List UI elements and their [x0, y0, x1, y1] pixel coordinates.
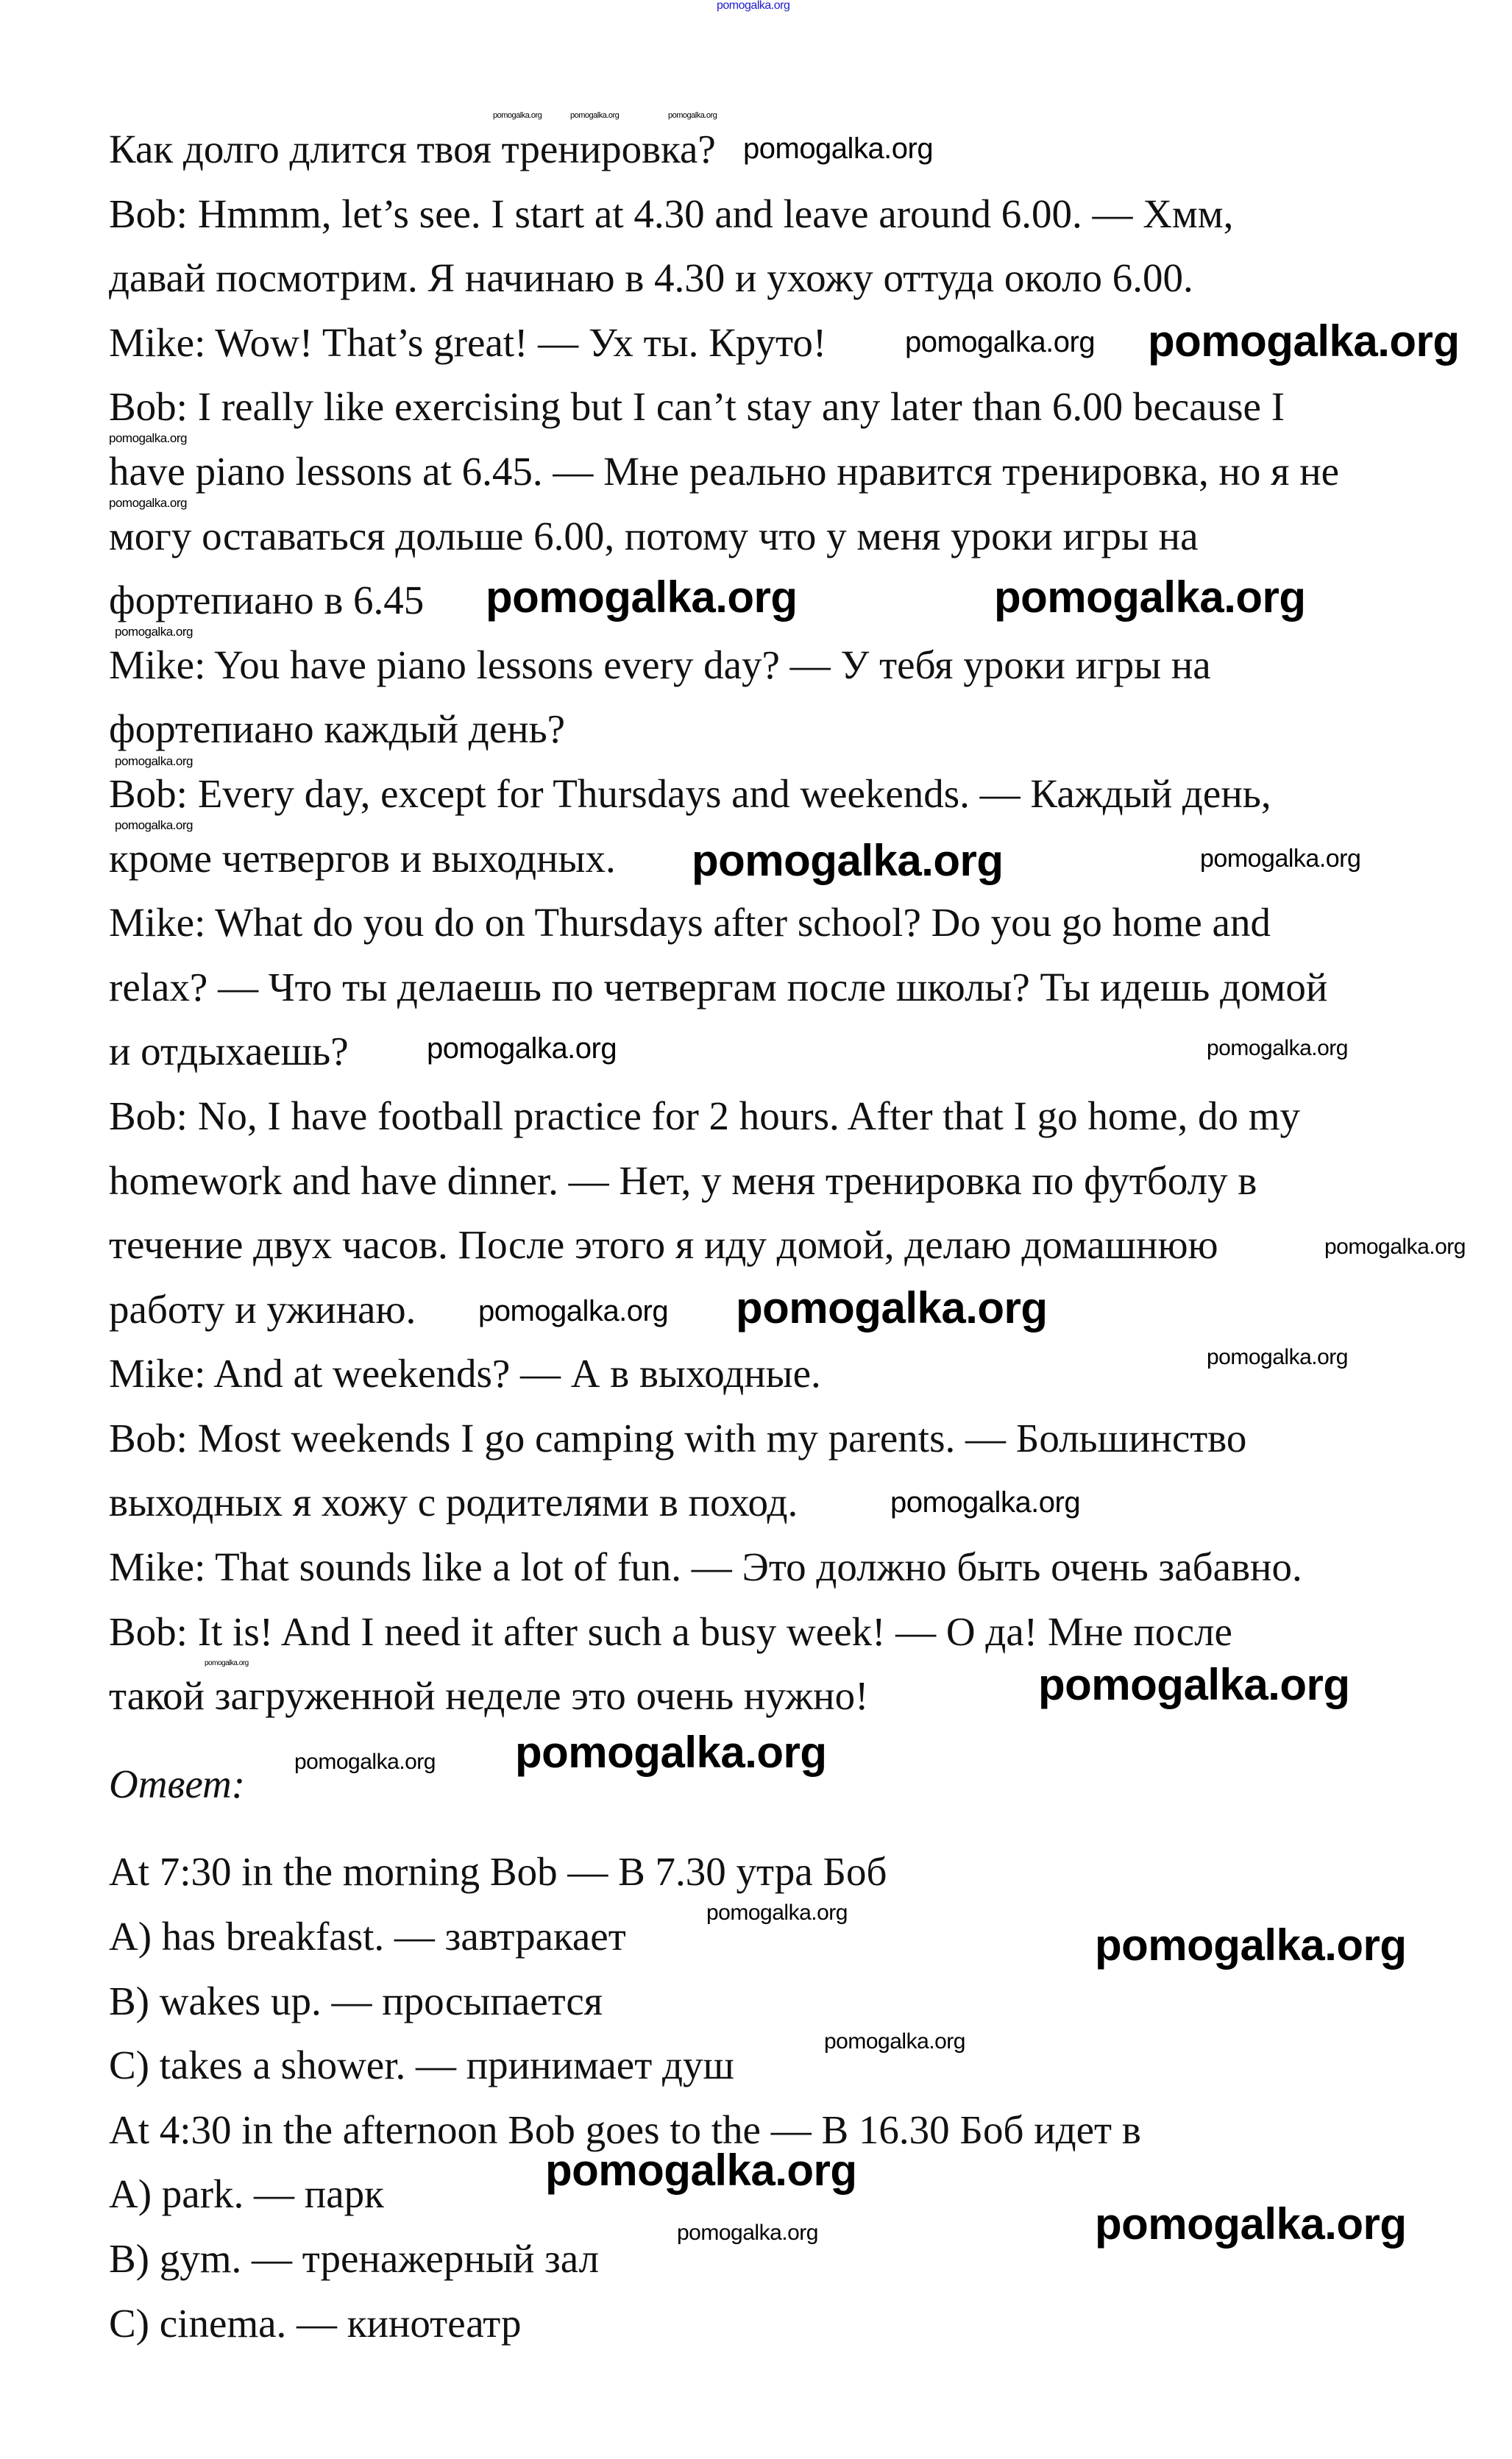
text-line: Bob: No, I have football practice for 2 hours. After that I go home, do my	[109, 1093, 1301, 1138]
watermark: pomogalka.org	[109, 431, 187, 445]
option-line: A) has breakfast. — завтракает	[109, 1914, 626, 1959]
text-line: кроме четвергов и выходных.	[109, 835, 616, 881]
text-line: такой загруженной неделе это очень нужно!	[109, 1673, 869, 1719]
watermark: pomogalka.org	[1200, 845, 1361, 873]
option-line: B) wakes up. — просыпается	[109, 1978, 603, 2023]
text-line: выходных я хожу с родителями в поход.	[109, 1480, 798, 1525]
text-line: фортепиано в 6.45	[109, 578, 425, 623]
watermark: pomogalka.org	[115, 625, 193, 639]
option-line: A) park. — парк	[109, 2171, 384, 2217]
watermark: pomogalka.org	[493, 111, 542, 120]
watermark: pomogalka.org	[1095, 1920, 1407, 1970]
text-line: течение двух часов. После этого я иду домой, делаю домашнюю	[109, 1222, 1218, 1268]
watermark: pomogalka.org	[1324, 1235, 1466, 1259]
text-line: Mike: You have piano lessons every day? — У тебя уроки игры на	[109, 642, 1211, 687]
watermark: pomogalka.org	[545, 2146, 857, 2195]
watermark: pomogalka.org	[905, 326, 1096, 358]
watermark: pomogalka.org	[994, 572, 1306, 622]
option-line: C) takes a shower. — принимает душ	[109, 2043, 734, 2088]
watermark: pomogalka.org	[1207, 1345, 1348, 1369]
text-line: могу оставаться дольше 6.00, потому что у меня уроки игры на	[109, 513, 1199, 558]
document-body	[109, 117, 1477, 2355]
text-line: давай посмотрим. Я начинаю в 4.30 и ухожу оттуда около 6.00.	[109, 255, 1193, 301]
watermark: pomogalka.org	[205, 1659, 249, 1667]
watermark: pomogalka.org	[294, 1750, 436, 1774]
watermark: pomogalka.org	[1095, 2199, 1407, 2249]
watermark: pomogalka.org	[486, 572, 798, 622]
text-line: Bob: I really like exercising but I can’t stay any later than 6.00 because I	[109, 384, 1285, 430]
watermark: pomogalka.org	[736, 1283, 1048, 1333]
watermark: pomogalka.org	[668, 111, 717, 120]
watermark: pomogalka.org	[1207, 1036, 1348, 1060]
text-line: homework and have dinner. — Нет, у меня тренировка по футболу в	[109, 1157, 1257, 1203]
text-line: Как долго длится твоя тренировка?	[109, 127, 716, 171]
watermark: pomogalka.org	[515, 1728, 827, 1777]
watermark: pomogalka.org	[478, 1295, 669, 1327]
watermark: pomogalka.org	[427, 1032, 617, 1065]
text-line: работу и ужинаю.	[109, 1286, 416, 1332]
text-line: Mike: And at weekends? — А в выходные.	[109, 1351, 821, 1397]
text-line: Mike: That sounds like a lot of fun. — Это должно быть очень забавно.	[109, 1544, 1302, 1590]
text-line: Mike: What do you do on Thursdays after school? Do you go home and	[109, 900, 1271, 945]
watermark: pomogalka.org	[890, 1486, 1081, 1519]
watermark: pomogalka.org	[706, 1901, 848, 1925]
watermark: pomogalka.org	[1038, 1660, 1350, 1709]
watermark-header: pomogalka.org	[717, 0, 790, 12]
watermark: pomogalka.org	[109, 496, 187, 510]
watermark: pomogalka.org	[743, 132, 934, 165]
text-line: Bob: It is! And I need it after such a busy week! — О да! Мне после	[109, 1608, 1232, 1654]
question-line: At 7:30 in the morning Bob — В 7.30 утра Боб	[109, 1849, 887, 1895]
watermark: pomogalka.org	[677, 2221, 818, 2245]
text-line: и отдыхаешь?	[109, 1029, 349, 1074]
text-line: relax? — Что ты делаешь по четвергам после школы? Ты идешь домой	[109, 964, 1328, 1009]
watermark: pomogalka.org	[570, 111, 620, 120]
option-line: B) gym. — тренажерный зал	[109, 2236, 600, 2281]
text-line: Bob: Hmmm, let’s see. I start at 4.30 and leave around 6.00. — Хмм,	[109, 191, 1234, 236]
text-line: have piano lessons at 6.45. — Мне реально нравится тренировка, но я не	[109, 448, 1340, 494]
answer-heading: Ответ:	[109, 1761, 246, 1806]
option-line: C) cinema. — кинотеатр	[109, 2300, 522, 2346]
watermark: pomogalka.org	[824, 2029, 965, 2054]
text-line: фортепиано каждый день?	[109, 706, 566, 752]
watermark: pomogalka.org	[692, 836, 1004, 885]
question-line: At 4:30 in the afternoon Bob goes to the — В 16.30 Боб идет в	[109, 2107, 1141, 2152]
watermark: pomogalka.org	[115, 818, 193, 832]
watermark: pomogalka.org	[1148, 316, 1460, 366]
text-line: Bob: Most weekends I go camping with my parents. — Большинство	[109, 1415, 1247, 1461]
text-line: Bob: Every day, except for Thursdays and weekends. — Каждый день,	[109, 770, 1271, 816]
text-line: Mike: Wow! That’s great! — Ух ты. Круто!	[109, 319, 827, 365]
watermark: pomogalka.org	[115, 754, 193, 768]
